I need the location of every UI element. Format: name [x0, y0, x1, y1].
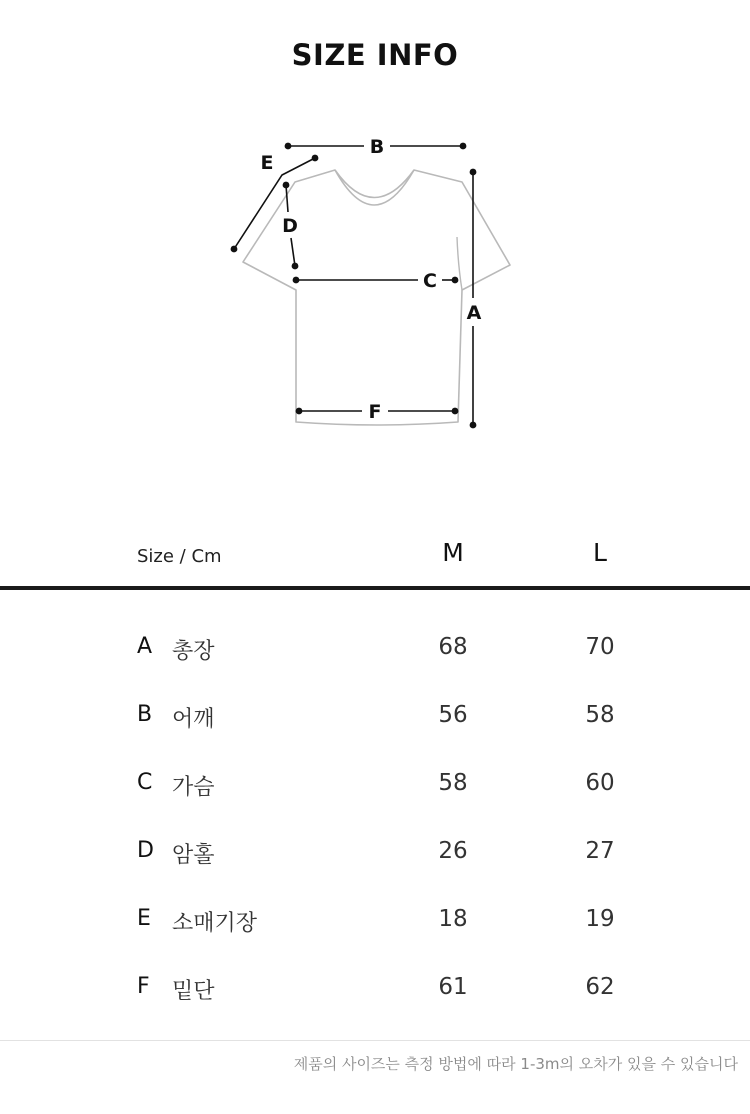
measure-dot-d2: [292, 263, 299, 270]
table-row: [0, 838, 750, 878]
row-letter: B: [137, 702, 153, 727]
table-row: [0, 634, 750, 674]
measure-dot-f2: [452, 408, 459, 415]
table-header-label: Size / Cm: [137, 546, 222, 567]
measure-dot-f1: [296, 408, 303, 415]
tshirt-outline: [243, 170, 510, 425]
tshirt-diagram-svg: [0, 0, 750, 500]
label-a: A: [466, 302, 482, 324]
row-value-l: 70: [585, 634, 615, 660]
row-value-m: 26: [438, 838, 468, 864]
measure-dot-d1: [283, 182, 290, 189]
row-name: 밑단: [172, 979, 215, 1004]
measure-dot-a2: [470, 422, 477, 429]
row-value-l: 58: [585, 702, 615, 728]
footer-divider: [0, 1040, 750, 1041]
measure-dot-b1: [285, 143, 292, 150]
label-b: B: [369, 136, 385, 158]
tshirt-diagram: [0, 0, 750, 500]
row-value-m: 56: [438, 702, 468, 728]
row-letter: D: [137, 838, 154, 863]
row-letter: F: [137, 974, 150, 999]
table-header-size-m: M: [442, 538, 464, 567]
row-letter: A: [137, 634, 153, 659]
measure-dot-c1: [293, 277, 300, 284]
collar-line: [335, 170, 414, 205]
sleeve-seam-right: [457, 237, 462, 290]
measure-line-d: [286, 185, 288, 212]
row-value-l: 62: [585, 974, 615, 1000]
row-value-l: 60: [585, 770, 615, 796]
table-row: [0, 974, 750, 1014]
row-name: 총장: [172, 639, 215, 664]
table-header-size-l: L: [593, 538, 607, 567]
row-value-l: 27: [585, 838, 615, 864]
table-row: [0, 906, 750, 946]
row-value-l: 19: [585, 906, 615, 932]
measurement-note: 제품의 사이즈는 측정 방법에 따라 1-3m의 오차가 있을 수 있습니다: [293, 1055, 738, 1073]
row-name: 암홀: [172, 843, 215, 868]
row-value-m: 58: [438, 770, 468, 796]
measure-dot-e2: [231, 246, 238, 253]
measure-dot-c2: [452, 277, 459, 284]
row-value-m: 61: [438, 974, 468, 1000]
row-name: 어깨: [172, 707, 215, 732]
measure-dot-b2: [460, 143, 467, 150]
row-letter: E: [137, 906, 151, 931]
row-letter: C: [137, 770, 153, 795]
row-name: 가슴: [172, 775, 215, 800]
measure-dot-e1: [312, 155, 319, 162]
row-value-m: 68: [438, 634, 468, 660]
measure-line-e: [234, 158, 315, 249]
page-title: SIZE INFO: [291, 38, 459, 72]
row-name: 소매기장: [172, 911, 258, 936]
table-row: [0, 702, 750, 742]
label-f: F: [368, 401, 382, 423]
label-d: D: [282, 215, 298, 237]
label-e: E: [260, 152, 274, 174]
label-c: C: [423, 270, 437, 292]
measure-dot-a1: [470, 169, 477, 176]
header-divider: [0, 586, 750, 590]
row-value-m: 18: [438, 906, 468, 932]
table-row: [0, 770, 750, 810]
measure-line-d-2: [291, 238, 295, 266]
